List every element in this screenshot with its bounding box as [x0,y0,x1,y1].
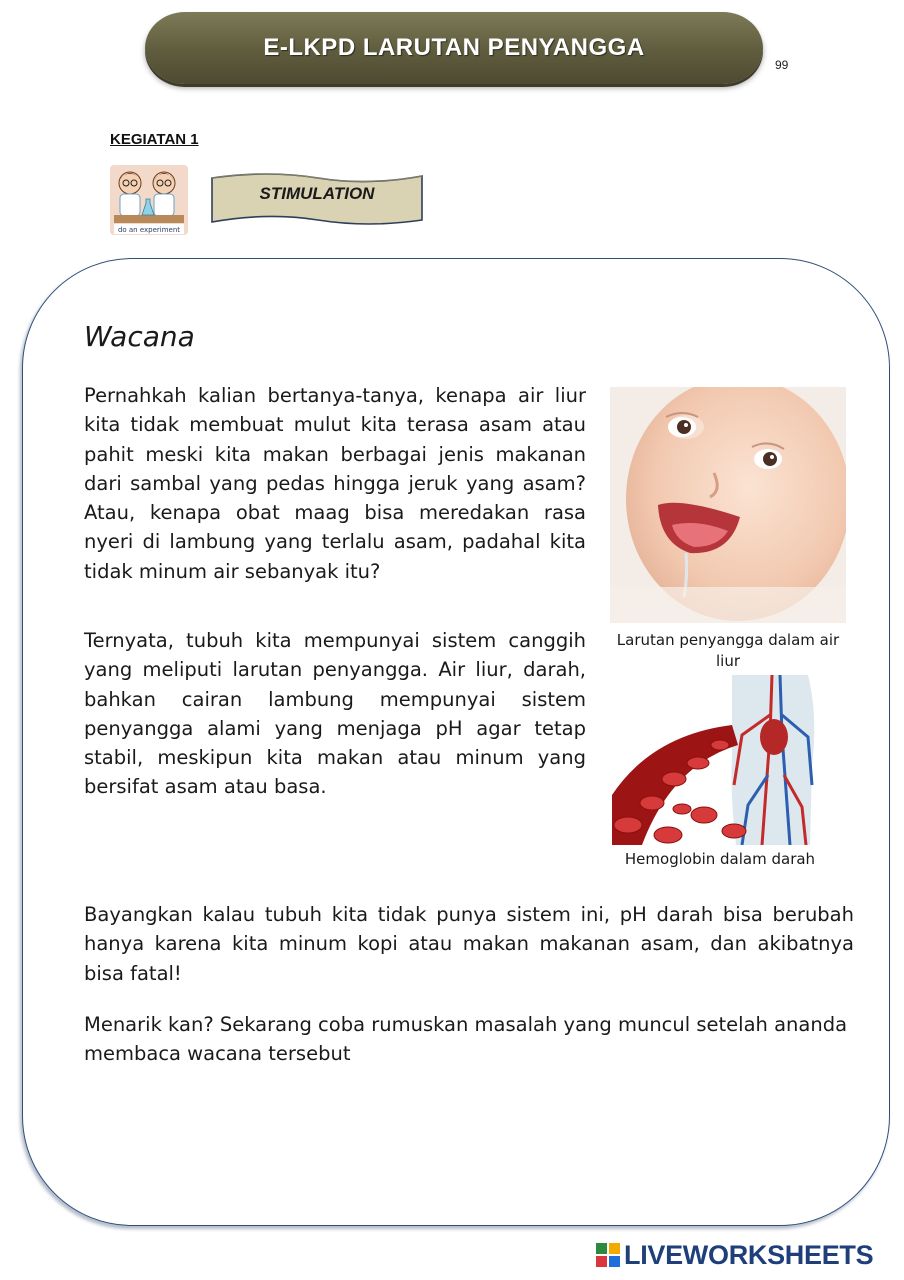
kids-experiment-illustration [108,161,190,237]
reading-heading: Wacana [84,320,195,353]
baby-smiling-photo [610,387,846,623]
blood-cells-circulatory-photo [612,675,818,845]
logo-text: LIVEWORKSHEETS [624,1239,874,1270]
liveworksheets-logo-icon [596,1243,620,1267]
illustration-caption: do an experiment [117,226,181,234]
stimulation-label: STIMULATION [259,184,375,203]
reading-paragraph-3: Bayangkan kalau tubuh kita tidak punya sistem ini, pH darah bisa berubah hanya karena kita minum kopi atau makan makanan asam, dan akibatnya bisa fatal! [84,903,854,985]
liveworksheets-logo [596,1240,873,1270]
activity-label: KEGIATAN 1 [110,131,199,148]
baby-figure-caption: Larutan penyangga dalam air liur [616,631,840,670]
page-number: 99 [775,58,789,72]
page-header [145,12,763,84]
worksheet-title: E-LKPD LARUTAN PENYANGGA [263,34,645,61]
reading-paragraph-4: Menarik kan? Sekarang coba rumuskan masalah yang muncul setelah ananda membaca wacana tersebut [84,1013,848,1066]
blood-figure-caption: Hemoglobin dalam darah [624,850,816,868]
reading-paragraph-2: Ternyata, tubuh kita mempunyai sistem canggih yang meliputi larutan penyangga. Air liur, darah, bahkan cairan lambung mempunyai sistem penyangga alami yang menjaga pH agar tetap stabil, meskipun kita makan atau minum yang bersifat asam atau basa. [84,629,586,799]
reading-paragraph-1: Pernahkah kalian bertanya-tanya, kenapa air liur kita tidak membuat mulut kita terasa asam atau pahit meski kita makan berbagai jenis makanan dari sambal yang pedas hingga jeruk yang asam? Atau, kenapa obat maag bisa meredakan rasa nyeri di lambung yang terlalu asam, padahal kita tidak minum air sebanyak itu? [84,384,586,583]
